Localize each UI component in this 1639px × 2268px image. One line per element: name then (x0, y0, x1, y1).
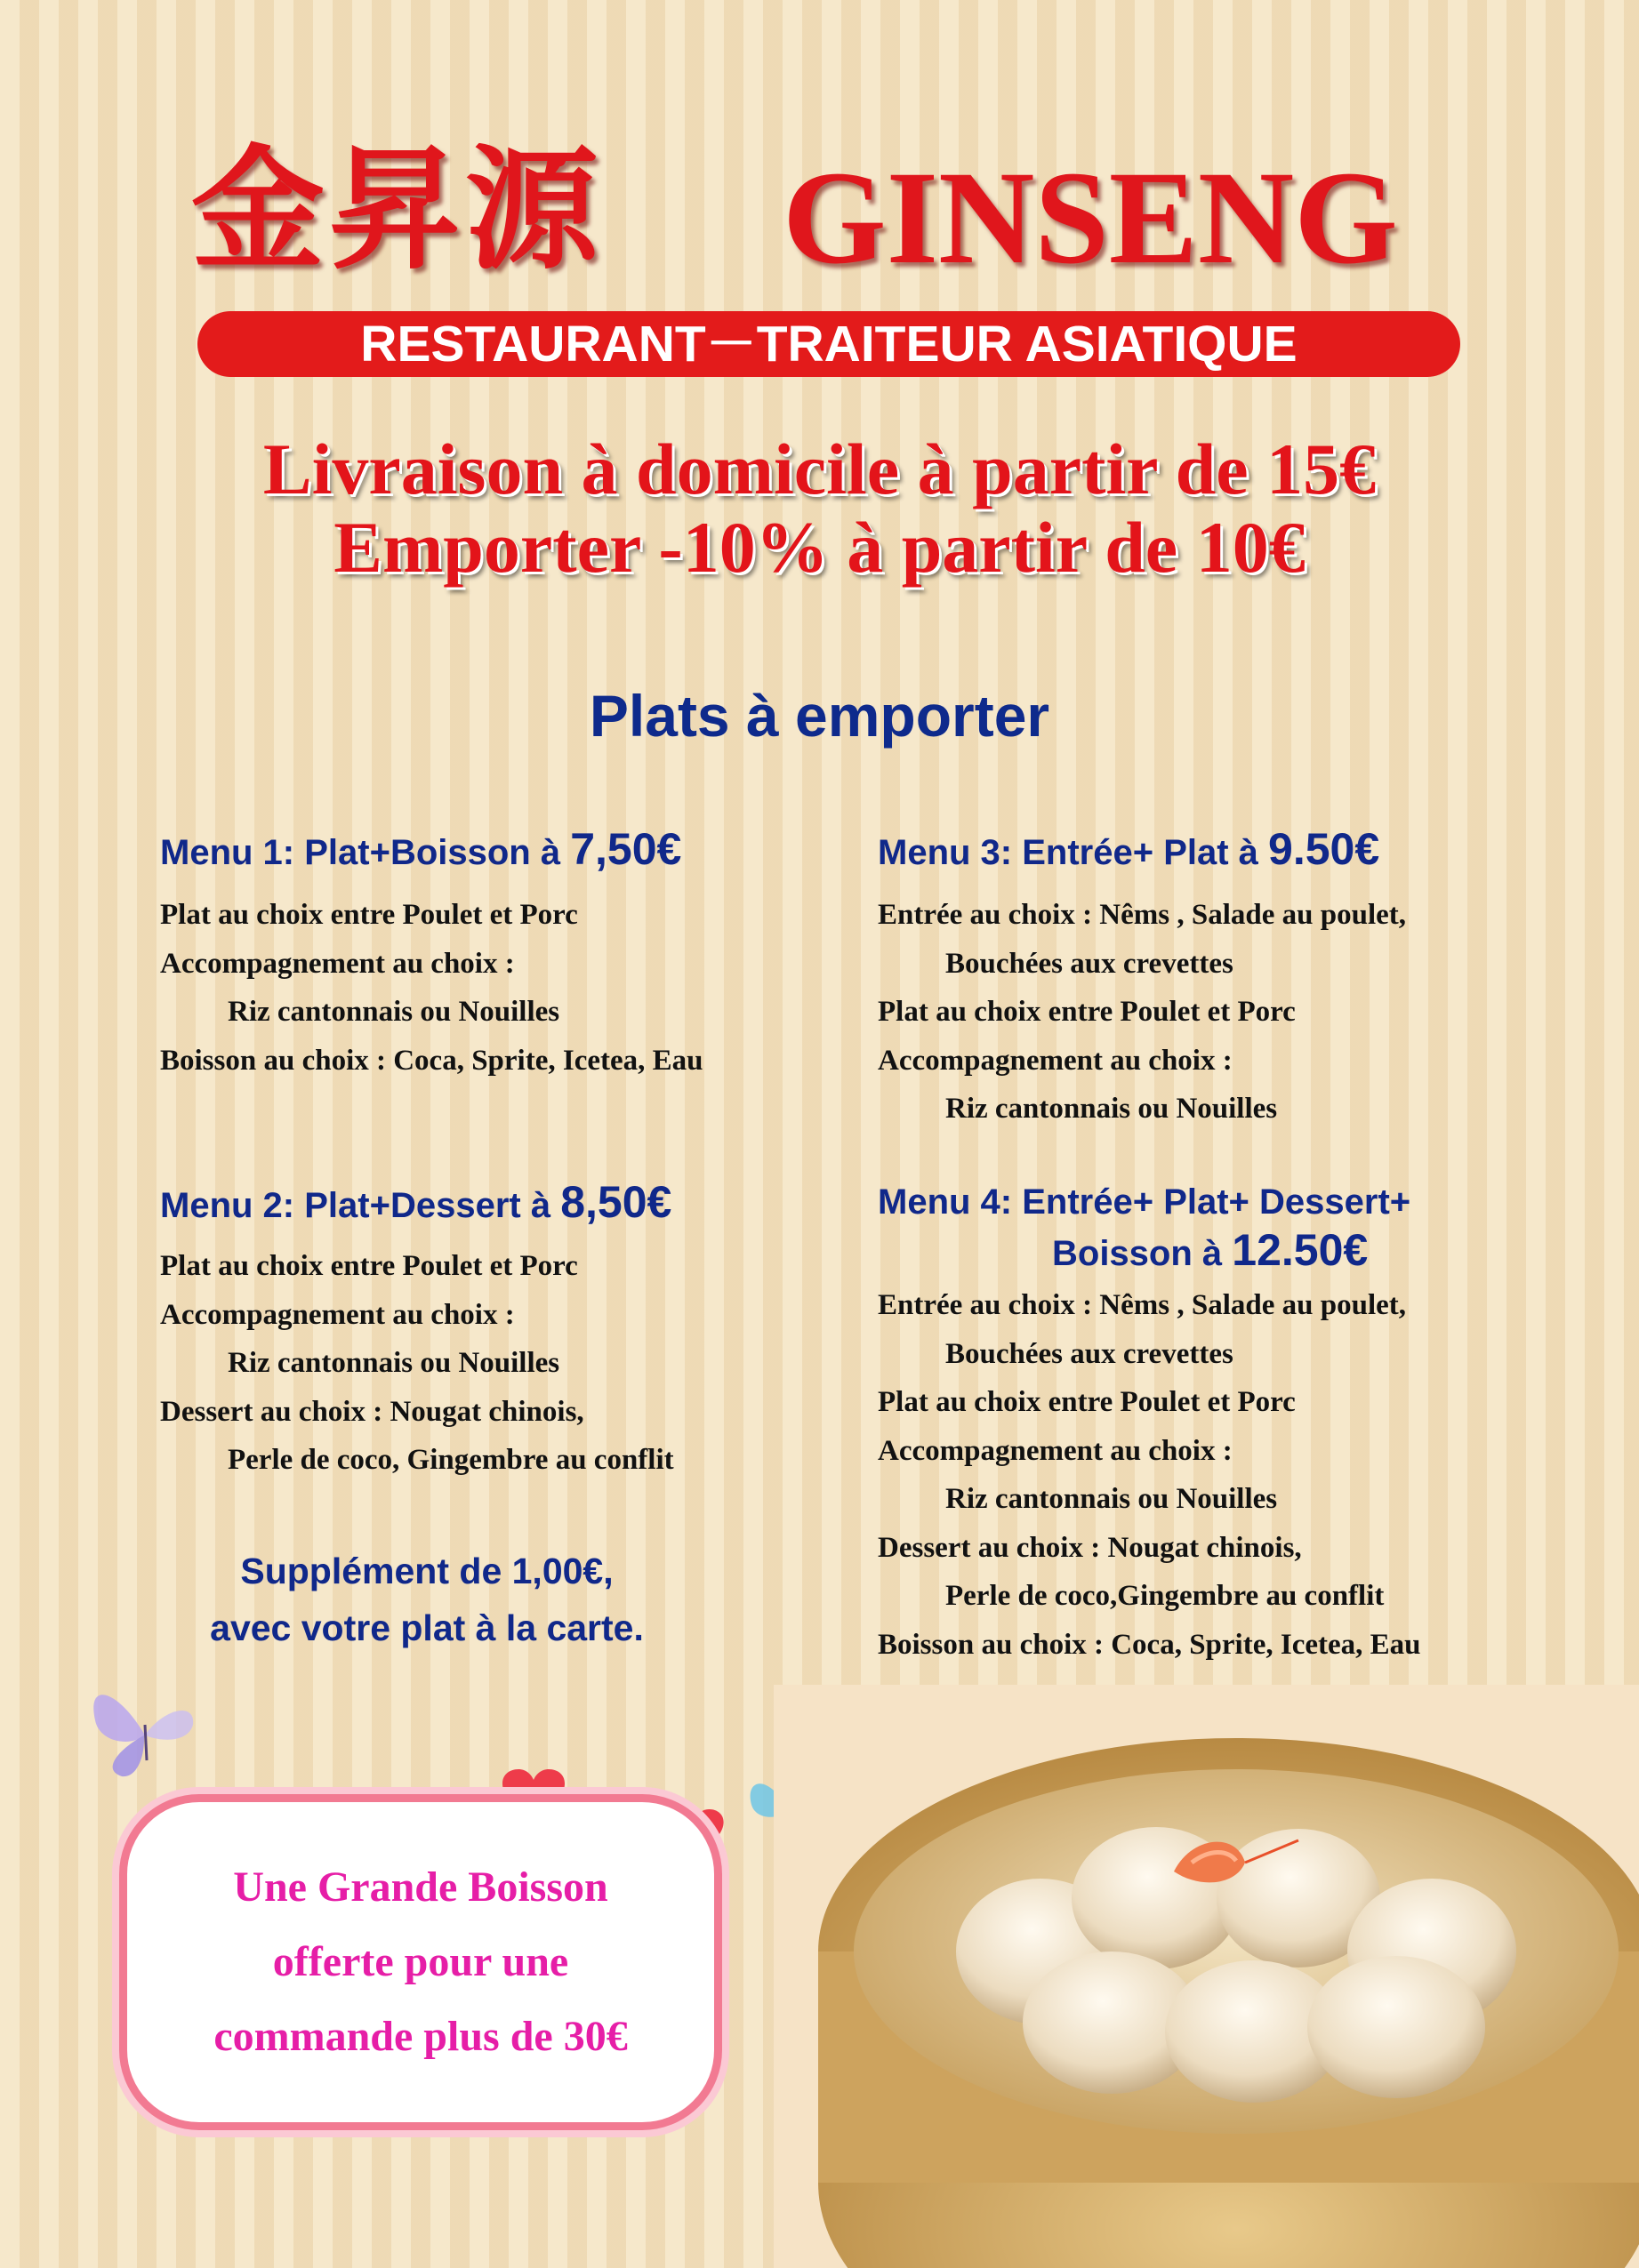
restaurant-name: GINSENG (783, 144, 1398, 292)
menu-3-line: Riz cantonnais ou Nouilles (945, 1093, 1278, 1125)
menu-4-line: Entrée au choix : Nêms , Salade au poulet, (878, 1289, 1406, 1321)
menu-2-line: Accompagnement au choix : (160, 1298, 515, 1331)
menu-4-line: Riz cantonnais ou Nouilles (945, 1483, 1278, 1515)
offer-line: commande plus de 30€ (213, 2013, 628, 2060)
menu-4-line: Boisson au choix : Coca, Sprite, Icetea, Eau (878, 1628, 1421, 1661)
menu-3-line: Accompagnement au choix : (878, 1044, 1233, 1077)
chinese-restaurant-name: 金昇源 (191, 133, 603, 288)
menu-1 (160, 825, 703, 1085)
menu-2-line: Riz cantonnais ou Nouilles (228, 1347, 560, 1379)
menu-2 (160, 1178, 674, 1485)
menu-1-title: Menu 1: Plat+Boisson à (160, 833, 571, 872)
menu-4-price: 12.50€ (1232, 1225, 1369, 1275)
offer-text (119, 1794, 722, 2130)
menu-2-line: Perle de coco, Gingembre au conflit (228, 1444, 674, 1476)
restaurant-subtitle-banner: RESTAURANT－TRAITEUR ASIATIQUE (197, 311, 1460, 377)
menu-4-title-line2 (878, 1226, 1421, 1278)
menu-1-line: Accompagnement au choix : (160, 947, 515, 980)
menu-4-details (878, 1281, 1421, 1669)
menu-2-title: Menu 2: Plat+Dessert à (160, 1186, 561, 1225)
menu-3-line: Bouchées aux crevettes (945, 947, 1233, 980)
menu-4-title-suffix: Boisson à (1052, 1234, 1233, 1273)
menu-2-line: Dessert au choix : Nougat chinois, (160, 1395, 584, 1428)
supplement-note (142, 1543, 711, 1656)
menu-1-line: Riz cantonnais ou Nouilles (228, 996, 560, 1028)
menu-3-heading (878, 825, 1406, 877)
menu-1-details (160, 891, 703, 1085)
menu-3-line: Entrée au choix : Nêms , Salade au poulet, (878, 899, 1406, 931)
drink-offer-box (107, 1778, 720, 2134)
menu-4-heading (878, 1178, 1421, 1278)
menu-4-title: Menu 4: Entrée+ Plat+ Dessert+ (878, 1182, 1411, 1222)
offer-line: offerte pour une (272, 1938, 569, 1985)
butterfly-icon (82, 1671, 206, 1787)
offer-line: Une Grande Boisson (233, 1863, 608, 1911)
menu-4-line: Plat au choix entre Poulet et Porc (878, 1386, 1296, 1418)
menu-4-line: Accompagnement au choix : (878, 1434, 1233, 1467)
menu-1-heading (160, 825, 703, 877)
menu-2-price: 8,50€ (560, 1177, 672, 1227)
menu-1-line: Boisson au choix : Coca, Sprite, Icetea, Eau (160, 1044, 703, 1077)
takeaway-promo: Emporter -10% à partir de 10€ (333, 507, 1306, 588)
menu-4-line: Bouchées aux crevettes (945, 1337, 1233, 1370)
menu-4-line: Dessert au choix : Nougat chinois, (878, 1531, 1302, 1564)
menu-1-line: Plat au choix entre Poulet et Porc (160, 899, 578, 931)
menu-3-details (878, 891, 1406, 1134)
section-title: Plats à emporter (589, 683, 1050, 749)
menu-3-line: Plat au choix entre Poulet et Porc (878, 996, 1296, 1028)
menu-1-price: 7,50€ (570, 824, 682, 874)
menu-4-line: Perle de coco,Gingembre au conflit (945, 1580, 1385, 1612)
supplement-line: Supplément de 1,00€, (240, 1551, 614, 1591)
dumplings-steamer-image (774, 1685, 1639, 2268)
menu-3 (878, 825, 1406, 1134)
menu-2-line: Plat au choix entre Poulet et Porc (160, 1250, 578, 1282)
menu-2-details (160, 1242, 674, 1485)
supplement-line: avec votre plat à la carte. (210, 1607, 644, 1648)
delivery-promo: Livraison à domicile à partir de 15€ (262, 429, 1377, 509)
menu-3-price: 9.50€ (1268, 824, 1380, 874)
menu-3-title: Menu 3: Entrée+ Plat à (878, 833, 1269, 872)
menu-4 (878, 1178, 1421, 1669)
menu-2-heading (160, 1178, 674, 1230)
